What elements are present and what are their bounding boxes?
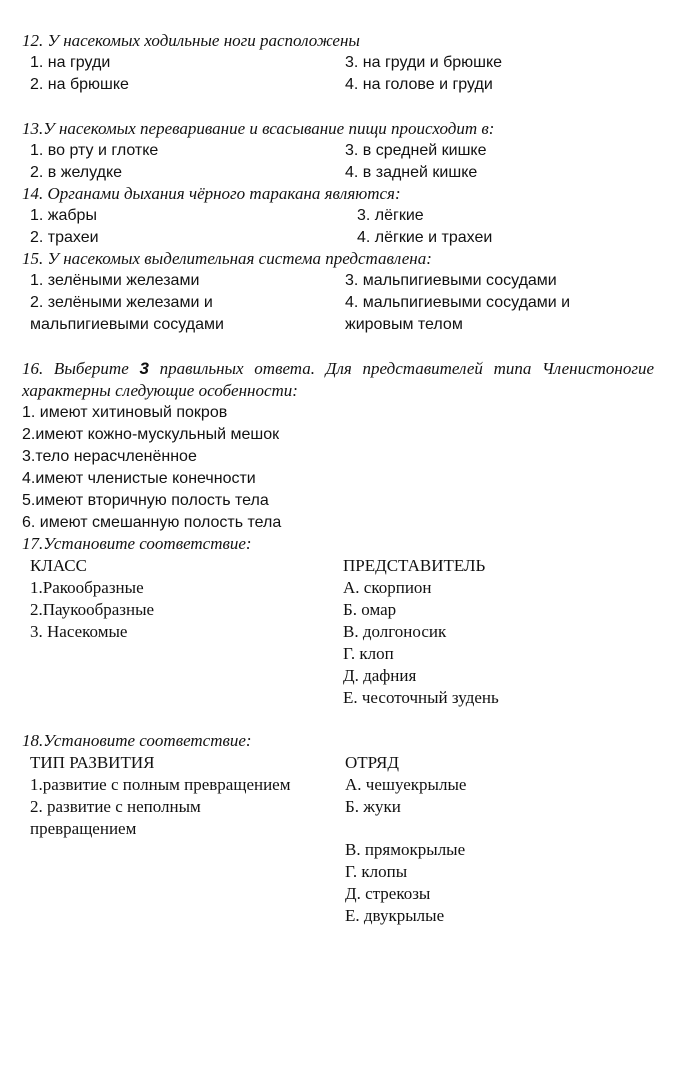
question-14-prompt: 14. Органами дыхания чёрного таракана являются:	[22, 184, 401, 203]
q17-left-item-3: 3. Насекомые	[30, 622, 128, 641]
q12-option-2: 2. на брюшке	[30, 76, 129, 93]
q17-right-item-a: А. скорпион	[343, 578, 432, 597]
q14-option-4: 4. лёгкие и трахеи	[357, 229, 493, 246]
q14-option-2: 2. трахеи	[30, 229, 99, 246]
q12-option-3: 3. на груди и брюшке	[345, 54, 503, 71]
q17-right-item-v: В. долгоносик	[343, 622, 447, 641]
q15-option-2-line2: мальпигиевыми сосудами	[30, 316, 224, 333]
q16-option-2: 2.имеют кожно-мускульный мешок	[22, 426, 280, 443]
q16-prompt-count: 3	[139, 359, 149, 378]
question-16-prompt	[22, 359, 654, 379]
q18-right-item-a: А. чешуекрылые	[345, 775, 467, 794]
q15-option-4-line2: жировым телом	[345, 316, 463, 333]
q15-option-2-line1: 2. зелёными железами и	[30, 294, 213, 311]
q18-right-header: ОТРЯД	[345, 753, 399, 772]
question-18-prompt: 18.Установите соответствие:	[22, 731, 252, 750]
q14-option-1: 1. жабры	[30, 207, 97, 224]
q18-right-item-g: Г. клопы	[345, 862, 408, 881]
q13-option-4: 4. в задней кишке	[345, 164, 478, 181]
q16-option-3: 3.тело нерасчленённое	[22, 448, 197, 465]
q16-option-1: 1. имеют хитиновый покров	[22, 404, 228, 421]
q13-option-2: 2. в желудке	[30, 164, 123, 181]
q18-right-item-e: Е. двукрылые	[345, 906, 445, 925]
q13-option-3: 3. в средней кишке	[345, 142, 487, 159]
q16-option-5: 5.имеют вторичную полость тела	[22, 492, 269, 509]
q16-option-4: 4.имеют членистые конечности	[22, 470, 256, 487]
q16-prompt-post: правильных ответа. Для представителей типа Членистоногие	[148, 359, 654, 378]
q12-option-4: 4. на голове и груди	[345, 76, 493, 93]
q17-right-item-d: Д. дафния	[343, 666, 417, 685]
q14-option-3: 3. лёгкие	[357, 207, 424, 224]
q12-option-1: 1. на груди	[30, 54, 111, 71]
q17-right-item-b: Б. омар	[343, 600, 397, 619]
q15-option-3: 3. мальпигиевыми сосудами	[345, 272, 557, 289]
q18-right-item-d: Д. стрекозы	[345, 884, 431, 903]
question-15-prompt: 15. У насекомых выделительная система представлена:	[22, 249, 432, 268]
question-16-prompt-line2: характерны следующие особенности:	[22, 381, 298, 400]
q18-right-item-v: В. прямокрылые	[345, 840, 466, 859]
q17-right-item-g: Г. клоп	[343, 644, 394, 663]
q17-left-item-1: 1.Ракообразные	[30, 578, 144, 597]
q16-prompt-pre: 16. Выберите	[22, 359, 140, 378]
q18-left-item-2-line2: превращением	[30, 819, 137, 838]
q17-left-header: КЛАСС	[30, 556, 87, 575]
question-13-prompt: 13.У насекомых переваривание и всасывание пищи происходит в:	[22, 119, 495, 138]
q17-right-header: ПРЕДСТАВИТЕЛЬ	[343, 556, 486, 575]
question-12-prompt: 12. У насекомых ходильные ноги расположены	[22, 31, 360, 50]
q18-left-header: ТИП РАЗВИТИЯ	[30, 753, 155, 772]
q18-left-item-1: 1.развитие с полным превращением	[30, 775, 291, 794]
q17-left-item-2: 2.Паукообразные	[30, 600, 155, 619]
q15-option-1: 1. зелёными железами	[30, 272, 200, 289]
question-17-prompt: 17.Установите соответствие:	[22, 534, 252, 553]
q15-option-4-line1: 4. мальпигиевыми сосудами и	[345, 294, 571, 311]
q16-option-6: 6. имеют смешанную полость тела	[22, 514, 282, 531]
q18-right-item-b: Б. жуки	[345, 797, 401, 816]
q13-option-1: 1. во рту и глотке	[30, 142, 159, 159]
q17-right-item-e: Е. чесоточный зудень	[343, 688, 499, 707]
q18-left-item-2-line1: 2. развитие с неполным	[30, 797, 201, 816]
